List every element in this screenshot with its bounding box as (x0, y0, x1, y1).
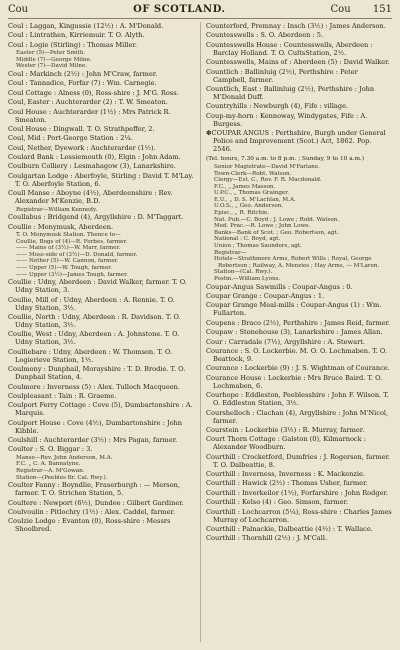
entry: Courthill : Lochcarron (5¼), Ross-shire : Charles James Murray of Lochcarron. (206, 507, 392, 524)
entry: Coupar-Angus Sawmills : Coupar-Angus : 0. (206, 282, 353, 291)
entry: Coup-my-horn : Kennoway, Windygates, Fife : A. Burgess. (206, 111, 368, 128)
entry: Countesswells House : Countesswells, Aberdeen : Barclay Holland. T. O. CultsStation, 2½. (206, 40, 373, 57)
entry: Courhope : Eddleston, Peeblesshire : John F. Wilson. T. O. Eddleston Station, 3½. (206, 391, 389, 408)
entry: Coulmore : Inverness (5) : Alex. Tulloch Macqueen. (8, 382, 180, 391)
entry: Coullie : Monymusk, Aberdeen. (8, 222, 114, 231)
entry: Coulvoulin : Pitlochry (1½) : Alex. Caddel, farmer. (8, 508, 176, 517)
entry: Coullie, West : Udny, Aberdeen : A. Johnstone. T. O. Udny Station, 3½. (8, 330, 180, 347)
right-column (200, 22, 392, 642)
entry: Courthill : Inverkeilor (1½), Forfarshire : John Rodger. (206, 488, 389, 497)
entry: Countesswells, Mains of : Aberdeen (5) : David Walker. (206, 58, 390, 67)
sub-entry: Wester (7)—David Milne. (16, 63, 88, 70)
sub-entry: U.P.C., „ Thomas Grainger. (214, 190, 290, 197)
sub-entry: Med. Prac.—R. Lowe ; John Lowe. (214, 223, 311, 230)
entry: Coulport House : Cove (4½), Dumbartonshire : John Kibble. (8, 418, 183, 435)
entry: Courstein : Lockerbie (3½) : R. Murray, farmer. (206, 425, 365, 434)
entry: Coull Manse : Aboyne (4½), Aberdeenshire : Rev. Alexander M'Kenzie, B.D. (8, 189, 173, 206)
entry: Coul : Lintrathen, Kirriemuir. T. O. Alyth. (8, 31, 145, 40)
entry: Coulter Fanny : Boyndlie, Fraserburgh : — Merson, farmer. T. O. Strichen Station, 5. (8, 481, 180, 498)
entry: Coulliebare : Udny, Aberdeen : W. Thomson. T. O. Logierieve Station, 1½. (8, 347, 173, 364)
header-right (331, 4, 392, 15)
sub-entry: Manse—Rev. John Anderson, M.A. (16, 454, 113, 461)
header-left-word: Cou (8, 4, 29, 15)
header-right-word: Cou (330, 4, 351, 15)
entry: Courthill : Palnackie, Dalbeattie (4½) : T. Wallace. (206, 525, 373, 534)
sub-entry: Easter (5)—Peter Smith. (16, 50, 86, 57)
sub-entry: Hotels—Strathmore Arms, Robert Wills ; Royal, George Robertson ; Railway, A. Menzies ; Hay Arms, — M'Laren. (214, 256, 380, 269)
entry: Coullabus : Bridgend (4), Argyllshire : D. M'Taggart. (8, 213, 184, 222)
sub-entry: U.O.S., „ Geo. Anderson. (214, 203, 284, 210)
entry: Coulport Ferry Cottage : Cove (5), Dumbartonshire : A. Marquis. (8, 401, 193, 418)
sub-entry: Nat. Pub.—C. Boyd ; J. Lowe ; Robt. Watson. (214, 216, 340, 223)
sub-entry: —— Mains of (3½)—W. Marr, farmer. (16, 245, 121, 252)
sub-entry: F.C., „ James Masson. (214, 183, 276, 190)
entry: Coulzie Lodge : Evanton (0), Ross-shire : Messrs Shoolbred. (8, 517, 171, 534)
entry: Coupaw : Stonehouse (3), Lanarkshire : James Allan. (206, 328, 383, 337)
entry: Courance : S. O. Lockerbie. M. O. O. Lochmaben. T. O. Beattock, 9. (206, 346, 387, 363)
entry: Courthill : Hawick (2½) : Thomas Usher, farmer. (206, 479, 368, 488)
sub-entry: National : C. Boyd, agt. (214, 236, 281, 243)
entry: ✽COUPAR ANGUS : Perthshire, Burgh under General Police and Improvement (Scot.) Act, 1862. Pop. 2546. (206, 129, 386, 154)
entry: Coul, Easter : Auchterarder (2) : T. W. Smeaton. (8, 98, 168, 107)
entry: Coupar Grange Meal-mills : Coupar-Angus (1) : Wm. Fullarton. (206, 301, 382, 318)
entry: Coulard Bank : Lossiemouth (0), Elgin : John Adam. (8, 153, 181, 162)
sub-entry: F.C. „ C. A. Bannatyne. (16, 461, 81, 468)
sub-entry: T. O. Monymusk Station. Thence to— (16, 232, 121, 239)
entry: Coullie : Udny, Aberdeen : David Walker, farmer. T. O. Udny Station, 3. (8, 278, 187, 295)
entry: Courshelloch : Clachan (4), Argyllshire : John M'Nicol, farmer. (206, 408, 389, 425)
entry: Courthill : Kelso (4) : Geo. Simson, farmer. (206, 498, 349, 507)
entry: Coullie, Mill of : Udny, Aberdeen : A. Rennie. T. O. Udny Station, 3½. (8, 295, 175, 312)
sub-entry: Station—(Cal. Rwy.). (214, 269, 273, 276)
sub-entry: Union ; Thomas Saunders, agt. (214, 243, 302, 250)
page-header (8, 4, 392, 19)
sub-entry: Postm.—William Lyons. (214, 276, 281, 282)
sub-entry: Coullie, Bogs of (4)—R. Forbes, farmer. (16, 238, 128, 245)
sub-entry: Senior Magistrate—David M'Farlane. (214, 163, 320, 170)
entry: Coulter : S. O. Biggar : 3. (8, 445, 93, 454)
sub-entry: E.U., „ D. S. M'Lachlan, M.A. (214, 196, 296, 203)
entry: Coultere : Newport (6½), Dundee : Gilbert Gardiner. (8, 498, 184, 507)
sub-entry: Station—(Peebles Br. Cal. Rwy.). (16, 474, 108, 481)
entry: Coullie, North : Udny, Aberdeen : R. Davidson. T. O. Udny Station, 3½. (8, 312, 181, 329)
entry: Coul : Markinch (2½) : John M'Craw, farmer. (8, 69, 158, 78)
sub-entry: Registrar— (214, 249, 247, 256)
entry: Coupens : Braco (2½), Perthshire : James Reid, farmer. (206, 318, 391, 327)
sub-entry: Town-Clerk—Robt. Watson. (214, 170, 292, 177)
entry: Coulmony : Dunphail, Morayshire : T. D. Brodie. T. O. Dunphail Station, 4. (8, 365, 186, 382)
sub-entry: Banks—Bank of Scot. ; Geo. Robertson, agt. (214, 229, 339, 236)
sub-entry: —— Moss-side of (3½)—D. Donald, farmer. (16, 251, 138, 258)
sub-entry: Clergy—Est. C., Rev. F. R. Macdonald. (214, 177, 322, 184)
entry: Coul, Mid : Port-George Station : 2¼. (8, 134, 133, 143)
entry: Countryhills : Newburgh (4), Fife : village. (206, 102, 349, 111)
entry: Coul : Logie (Stirling) : Thomas Miller. (8, 40, 137, 49)
header-title: OF SCOTLAND. (133, 4, 226, 15)
sub-entry: —— Upper (5)—W. Tough, farmer. (16, 264, 112, 271)
left-column (8, 22, 194, 642)
sub-entry: —— Upper (3½)—James Tough, farmer. (16, 271, 128, 278)
sub-entry: Episc., „ R. Ritchie. (214, 210, 270, 217)
entry: Courance House : Lockerbie : Mrs Bruce Baird. T. O. Lochmaben, 6. (206, 373, 383, 390)
entry: Countlich, East : Ballinluig (2½), Perthshire : John M'Donald Duff. (206, 84, 375, 101)
entry: Coulpleasant : Tain : R. Graeme. (8, 391, 117, 400)
sub-entry: —— Nether (5)—W. Cannon, farmer. (16, 258, 119, 265)
entry: Courthill : Thornhill (2½) : J. M'Call. (206, 534, 328, 543)
entry: Coupar Grange : Coupar-Angus : 1. (206, 291, 325, 300)
entry: Coul House : Auchterarder (1½) : Mrs Patrick R. Smeaton. (8, 107, 171, 124)
entry: Countlich : Ballinluig (2½), Perthshire : Peter Campbell, farmer. (206, 67, 358, 84)
entry: (Tel. hours, 7.30 a.m. to 8 p.m. ; Sunday, 9 to 10 a.m.) (206, 155, 365, 162)
entry: Courthill : Crocketford, Dumfries : J. Rogerson, farmer. T. O. Dalbeattie, 8. (206, 452, 391, 469)
entry: Courthill : Inverness, Inverness : K. Mackenzie. (206, 470, 365, 479)
entry: Coul, Nether, Dyework : Auchterarder (1½). (8, 143, 156, 152)
columns (8, 22, 392, 642)
entry: Coul House : Dingwall. T. O. Strathpeffer, 2. (8, 124, 155, 133)
entry: Counterford, Premnay : Insch (3½) : James Anderson. (206, 22, 386, 30)
entry: Coul Cottage : Alness (0), Ross-shire : J. M'G. Ross. (8, 88, 179, 97)
sub-entry: Registrar—William Kennedy. (16, 206, 98, 213)
entry: Coul : Laggan, Kingussie (12½) : A. M'Donald. (8, 22, 164, 30)
sub-entry: Registrar—A. M'Gowan. (16, 468, 85, 475)
entry: Court Thorn Cottage : Galston (0), Kilmarnock : Alexander Woodburn. (206, 435, 366, 452)
entry: Coul : Tannadice, Forfar (7) : Wm. Carnegie. (8, 79, 157, 88)
entry: Coulshill : Auchterarder (3½) : Mrs Pagan, farmer. (8, 436, 178, 445)
entry: Countesswells : S. O. Aberdeen : 5. (206, 31, 324, 40)
entry: Cour : Carradale (7½), Argyllshire : A. Stewart. (206, 337, 366, 346)
entry: Coulburn Colliery : Lesmahagow (3), Lanarkshire. (8, 162, 176, 171)
entry: Courance : Lockerbie (9) : J. S. Wightman of Courance. (206, 364, 390, 373)
entry: Coulgartan Lodge : Aberfoyle, Stirling : David T. M'Lay. T. O. Aberfoyle Station, 6. (8, 171, 194, 188)
sub-entry: Middle (7)—George Milne. (16, 56, 92, 63)
page-number: 151 (372, 4, 392, 15)
